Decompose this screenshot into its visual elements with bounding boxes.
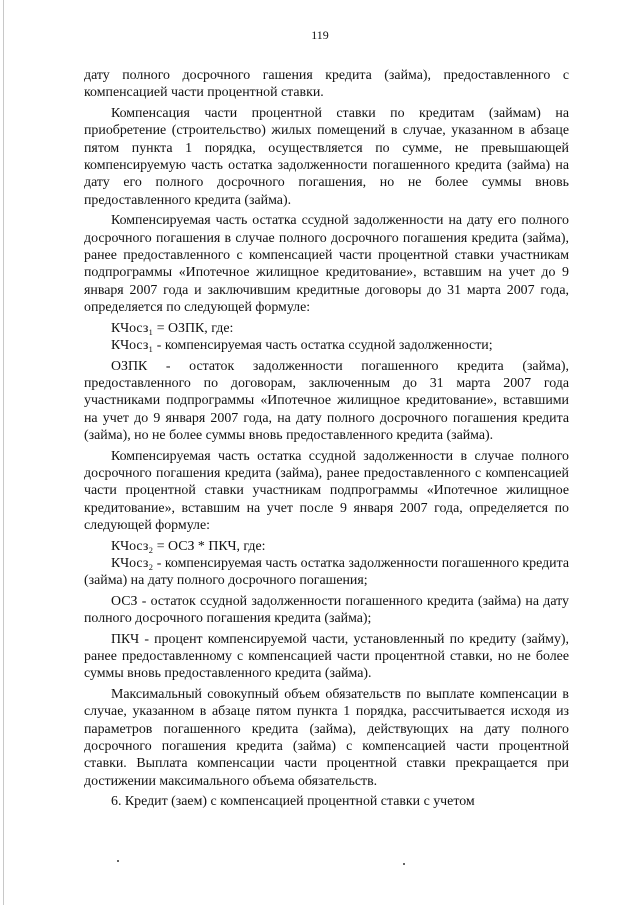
paragraph: ОСЗ - остаток ссудной задолженности погашенного кредита (займа) на дату полного досрочного погашения кредита (займа);	[84, 593, 569, 627]
paragraph: Компенсируемая часть остатка ссудной задолженности на дату его полного досрочного погашения в случае полного досрочного погашения кредита (займа), ранее предоставленного с компенсацией части процентной ставки участникам подпрограммы «Ипотечное жилищное кредитование», вставшим на учет до 9 января 2007 года и заключившим кредитные договоры до 31 марта 2007 года, определяется по следующей формуле:	[84, 213, 569, 316]
paragraph: ПКЧ - процент компенсируемой части, установленный по кредиту (займу), ранее предоставленному с компенсацией части процентной ставки, но не более суммы вновь предоставленного кредита (займа).	[84, 631, 569, 682]
paragraph: 6. Кредит (заем) с компенсацией процентной ставки с учетом	[111, 794, 475, 810]
scan-speck	[117, 860, 119, 862]
paragraph: ОЗПК - остаток задолженности погашенного кредита (займа), предоставленного по договорам, заключенным до 31 марта 2007 года участниками подпрограммы «Ипотечное жилищное кредитование», вставшими на учет до 9 января 2007 года, на дату полного досрочного погашения кредита (займа), но не более суммы вновь предоставленного кредита (займа).	[84, 358, 569, 444]
paragraph: КЧосз₁ - компенсируемая часть остатка ссудной задолженности;	[111, 338, 493, 354]
document-body	[84, 67, 569, 814]
scan-speck	[403, 863, 405, 865]
paragraph: Компенсируемая часть остатка ссудной задолженности в случае полного досрочного погашения кредита (займа), ранее предоставленного с компенсацией части процентной ставки участникам подпрограммы «Ипотечное жилищное кредитование», вставшим на учет после 9 января 2007 года, определяется по следующей формуле:	[84, 448, 569, 534]
formula-line: КЧосз₁ = ОЗПК, где:	[111, 320, 234, 336]
paragraph: Компенсация части процентной ставки по кредитам (займам) на приобретение (строительство) жилых помещений в случае, указанном в абзаце пятом пункта 1 порядка, осуществляется по сумме, не превышающей компенсируемую часть остатка задолженности погашенного кредита (займа) на дату его полного досрочного погашения, но не более суммы вновь предоставленного кредита (займа).	[84, 105, 569, 208]
paragraph: дату полного досрочного гашения кредита (займа), предоставленного с компенсацией части процентной ставки.	[84, 68, 569, 101]
page-number: 119	[311, 28, 329, 42]
formula-line: КЧосз₂ = ОСЗ * ПКЧ, где:	[111, 538, 266, 554]
page-edge	[3, 0, 4, 905]
paragraph: Максимальный совокупный объем обязательств по выплате компенсации в случае, указанном в абзаце пятом пункта 1 порядка, рассчитывается исходя из параметров погашенного кредита (займа), действующих на дату полного досрочного погашения кредита (займа) с компенсацией части процентной ставки. Выплата компенсации части процентной ставки прекращается при достижении максимального объема обязательств.	[84, 686, 569, 789]
paragraph: КЧосз₂ - компенсируемая часть остатка задолженности погашенного кредита (займа) на дату полного досрочного погашения;	[84, 555, 569, 589]
